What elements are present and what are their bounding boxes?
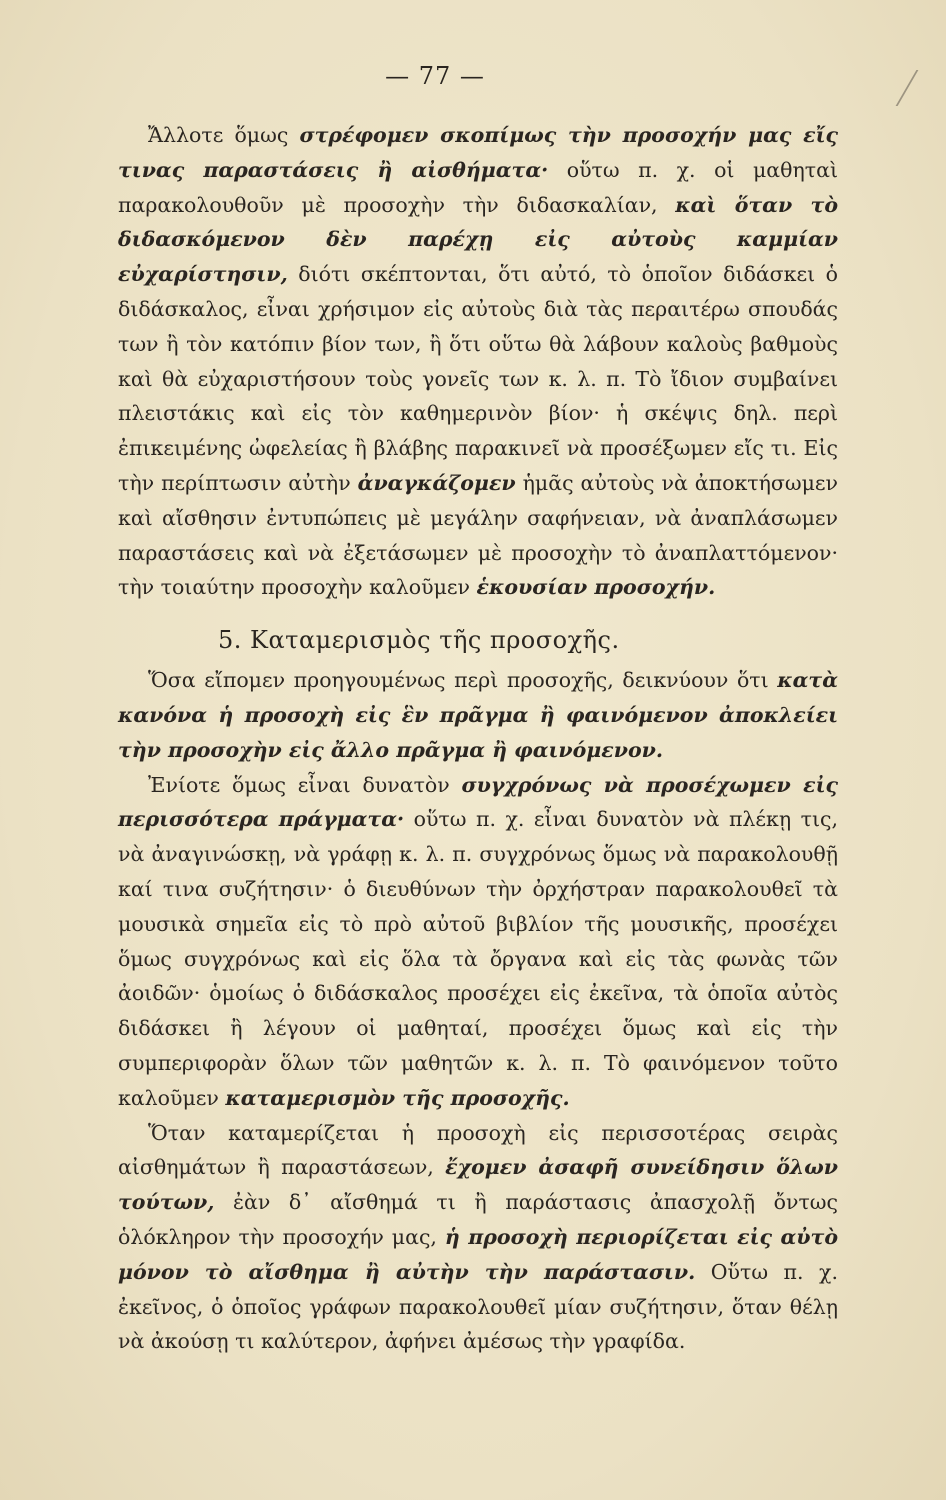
text-run: Ἐνίοτε ὅμως εἶναι δυνατὸν [148,772,462,797]
text-run: Οὕτω π. χ. ἐκεῖνος, ὁ ὁποῖος γράφων παρακολουθεῖ μίαν συζήτησιν, ὅταν θέλῃ νὰ ἀκούσῃ τι καλύτερον, ἀφήνει ἀμέσως τὴν γραφίδα. [118,1259,838,1354]
emphasized-text: κατὰ κανόνα ἡ προσοχὴ εἰς ἓν πρᾶγμα ἢ φαινόμενον ἀποκλείει τὴν προσοχὴν εἰς ἄλλο πρᾶγμα ἢ φαινόμενον. [118,668,838,762]
text-run: οὕτω π. χ. εἶναι δυνατὸν νὰ πλέκῃ τις, νὰ ἀναγινώσκῃ, νὰ γράφῃ κ. λ. π. συγχρόνως ὅμως νὰ παρακολουθῇ καί τινα συζήτησιν· ὁ διευθύνων τὴν ὀρχήστραν παρακολουθεῖ τὰ μουσικὰ σημεῖα εἰς τὸ πρὸ αὐτοῦ βιβλίον τῆς μουσικῆς, προσέχει ὅμως συγχρόνως καὶ εἰς ὅλα τὰ ὄργανα καὶ εἰς τὰς φωνὰς τῶν ἀοιδῶν· ὁμοίως ὁ διδάσκαλος προσέχει εἰς ἐκεῖνα, τὰ ὁποῖα αὐτὸς διδάσκει ἢ λέγουν οἱ μαθηταί, προσέχει ὅμως καὶ εἰς τὴν συμπεριφορὰν ὅλων τῶν μαθητῶν κ. λ. π. Τὸ φαινόμενον τοῦτο καλοῦμεν [118,807,839,1110]
pencil-mark [896,70,937,106]
emphasized-text: καὶ ὅταν τὸ διδασκόμενον δὲν παρέχῃ εἰς αὐτοὺς καμμίαν εὐχαρίστησιν, [118,192,838,287]
text-run: διότι σκέπτονται, ὅτι αὐτό, τὸ ὁποῖον διδάσκει ὁ διδάσκαλος, εἶναι χρήσιμον εἰς αὐτοὺς διὰ τὰς περαιτέρω σπουδάς των ἢ τὸν κατόπιν βίον των, ἢ ὅτι οὕτω θὰ λάβουν καλοὺς βαθμοὺς καὶ θὰ εὐχαριστήσουν τοὺς γονεῖς των κ. λ. π. Τὸ ἴδιον συμβαίνει πλειστάκις καὶ εἰς τὸν καθημερινὸν βίον· ἡ σκέψις δηλ. περὶ ἐπικειμένης ὠφελείας ἢ βλάβης παρακινεῖ νὰ προσέξωμεν εἴς τι. Εἰς τὴν περίπτωσιν αὐτὴν [118,262,838,495]
paragraph-1 [118,118,838,605]
text-run: ἡμᾶς αὐτοὺς νὰ ἀποκτήσωμεν καὶ αἴσθησιν ἐντυπώπεις μὲ μεγάλην σαφήνειαν, νὰ ἀναπλάσωμεν παραστάσεις καὶ νὰ ἐξετάσωμεν μὲ προσοχὴν τὸ ἀναπλαττόμενον· τὴν τοιαύτην προσοχὴν καλοῦμεν [118,470,838,600]
emphasized-text: ἡ προσοχὴ περιορίζεται εἰς αὐτὸ μόνον τὸ αἴσθημα ἢ αὐτὴν τὴν παράστασιν. [118,1224,838,1284]
page-body [118,118,838,1359]
section-heading: 5. Καταμερισμὸς τῆς προσοχῆς. [218,626,620,655]
emphasized-text: ἑκουσίαν προσοχήν. [476,575,716,600]
text-run: Ἄλλοτε ὅμως [148,123,300,147]
emphasized-text: ἔχομεν ἀσαφῆ συνείδησιν ὅλων τούτων, [118,1155,838,1215]
paragraph-3 [118,768,838,1116]
emphasized-text: στρέφομεν σκοπίμως τὴν προσοχήν μας εἴς τινας παραστάσεις ἢ αἰσθήματα· [118,123,838,182]
emphasized-text: συγχρόνως νὰ προσέχωμεν εἰς περισσότερα πράγματα· [118,772,838,832]
paragraph-2 [118,663,838,767]
text-run: ἐὰν δ᾿ αἴσθημά τι ἢ παράστασις ἀπασχολῇ ὄντως ὁλόκληρον τὴν προσοχήν μας, [118,1190,838,1249]
text-run: Ὅσα εἴπομεν προηγουμένως περὶ προσοχῆς, δεικνύουν ὅτι [148,668,778,693]
text-run: Ὅταν καταμερίζεται ἡ προσοχὴ εἰς περισσοτέρας σειρὰς αἰσθημάτων ἢ παραστάσεων, [118,1120,838,1180]
paragraph-4 [118,1116,838,1360]
page-number: — 77 — [385,62,485,90]
emphasized-text: καταμερισμὸν τῆς προσοχῆς. [225,1085,570,1110]
emphasized-text: ἀναγκάζομεν [357,470,516,495]
text-run: οὕτω π. χ. οἱ μαθηταὶ παρακολουθοῦν μὲ προσοχὴν τὴν διδασκαλίαν, [118,157,838,217]
